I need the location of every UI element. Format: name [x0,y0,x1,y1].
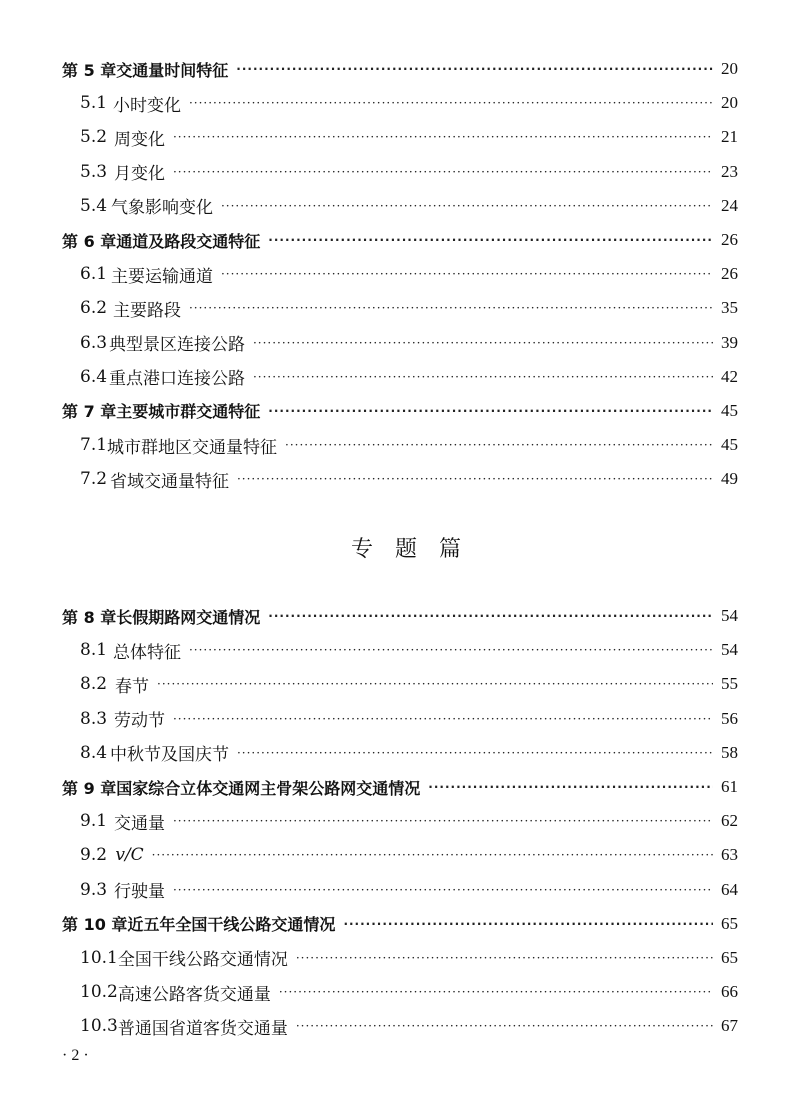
entry-number: 10.2 [80,982,118,1003]
toc-section-entry[interactable] [62,838,738,872]
entry-number: 6.3 [80,332,108,353]
dot-leader [268,405,713,417]
entry-number: 第 9 章 [62,778,117,798]
entry-title: 长假期路网交通情况 [116,607,261,627]
dot-leader [253,337,713,349]
section-heading: 专题篇 [350,537,483,562]
entry-title: 行驶量 [113,882,165,903]
toc-chapter-entry[interactable] [62,223,738,257]
dot-leader [189,97,713,109]
entry-number: 第 6 章 [62,231,117,251]
toc-section-entry[interactable] [62,257,738,291]
entry-number: 8.2 [80,674,108,695]
dot-leader [343,918,713,930]
toc-chapter-entry[interactable] [62,394,738,428]
entry-number: 6.4 [80,366,108,387]
entry-number: 第 5 章 [62,60,117,80]
toc-chapter-entry[interactable] [62,52,738,86]
entry-page-number: 58 [721,742,738,762]
entry-page-number: 56 [721,708,738,728]
entry-number: 6.1 [80,264,108,285]
entry-page-number: 21 [721,127,738,147]
entry-number: 8.3 [80,708,108,729]
dot-leader [173,815,713,827]
toc-section-entry[interactable] [62,189,738,223]
entry-number: 8.1 [80,640,108,661]
entry-page-number: 35 [721,298,738,318]
entry-page-number: 39 [721,332,738,352]
toc-section-entry[interactable] [62,428,738,462]
toc-section-entry[interactable] [62,1009,738,1043]
entry-title: 主要城市群交通特征 [116,402,261,422]
entry-page-number: 62 [721,811,738,831]
dot-leader [189,644,713,656]
toc-section-entry[interactable] [62,360,738,394]
entry-title: 典型景区连接公路 [108,335,245,356]
dot-leader [296,1020,713,1032]
toc-section-entry[interactable] [62,804,738,838]
toc-section-entry[interactable] [62,633,738,667]
entry-page-number: 24 [721,195,738,215]
entry-page-number: 49 [721,469,738,489]
toc-section-special [62,599,738,1043]
entry-page-number: 61 [721,777,738,797]
entry-number: 7.2 [80,469,108,490]
entry-page-number: 20 [721,93,738,113]
dot-leader [253,371,713,383]
dot-leader [173,713,713,725]
toc-chapter-entry[interactable] [62,599,738,633]
entry-page-number: 67 [721,1016,738,1036]
toc-section-entry[interactable] [62,86,738,120]
dot-leader [173,131,713,143]
entry-page-number: 45 [721,400,738,420]
entry-title: 月变化 [113,164,165,185]
dot-leader [173,166,713,178]
entry-page-number: 65 [721,913,738,933]
dot-leader [221,268,713,280]
entry-number: 9.3 [80,879,108,900]
toc-section-entry[interactable] [62,155,738,189]
toc-section-entry[interactable] [62,667,738,701]
entry-title: 总体特征 [112,642,181,663]
entry-number: 10.1 [80,947,118,968]
dot-leader [237,473,713,485]
dot-leader [221,200,713,212]
dot-leader [268,610,713,622]
entry-title: 春节 [115,676,149,697]
entry-title: 中秋节及国庆节 [109,745,229,766]
toc-section-entry[interactable] [62,120,738,154]
entry-title: 近五年全国干线公路交通情况 [127,915,336,935]
entry-number: 第 7 章 [62,402,117,422]
entry-title: 气象影响变化 [110,198,213,219]
entry-title: 交通量时间特征 [116,60,229,80]
toc-section-entry[interactable] [62,975,738,1009]
entry-title: 普通国省道客货交通量 [117,1018,288,1039]
dot-leader [285,439,713,451]
dot-leader [236,63,713,75]
toc-chapter-entry[interactable] [62,770,738,804]
entry-page-number: 63 [721,845,738,865]
entry-page-number: 42 [721,366,738,386]
dot-leader [237,747,713,759]
entry-title: 周变化 [113,129,165,150]
entry-page-number: 55 [721,674,738,694]
entry-page-number: 23 [721,161,738,181]
entry-number: 7.1 [80,435,108,456]
entry-title: 通道及路段交通特征 [116,231,261,251]
entry-page-number: 66 [721,982,738,1002]
entry-page-number: 54 [721,640,738,660]
entry-number: 第 8 章 [62,607,117,627]
toc-section-entry[interactable] [62,462,738,496]
entry-page-number: 26 [721,230,738,250]
entry-title: 城市群地区交通量特征 [107,437,278,458]
entry-number: 9.2 [80,845,108,866]
entry-number: 5.1 [80,93,108,114]
dot-leader [173,884,713,896]
entry-page-number: 54 [721,606,738,626]
toc-section-entry[interactable] [62,941,738,975]
toc-section-entry[interactable] [62,736,738,770]
entry-title: v/C [115,845,144,866]
dot-leader [152,849,713,861]
entry-page-number: 45 [721,435,738,455]
entry-title: 劳动节 [113,711,165,732]
entry-title: 高速公路客货交通量 [117,984,271,1005]
entry-page-number: 65 [721,947,738,967]
entry-page-number: 20 [721,59,738,79]
entry-number: 6.2 [80,298,108,319]
dot-leader [428,781,713,793]
toc-section-entry[interactable] [62,326,738,360]
entry-title: 重点港口连接公路 [108,369,245,390]
entry-title: 小时变化 [112,95,181,116]
entry-page-number: 26 [721,264,738,284]
entry-title: 国家综合立体交通网主骨架公路网交通情况 [116,778,421,798]
entry-number: 第 10 章 [62,915,128,935]
entry-number: 8.4 [80,742,108,763]
entry-title: 省域交通量特征 [109,471,229,492]
toc-chapter-entry[interactable] [62,907,738,941]
entry-page-number: 64 [721,879,738,899]
entry-title: 主要路段 [112,300,181,321]
entry-number: 5.3 [80,161,108,182]
toc-section-entry[interactable] [62,702,738,736]
dot-leader [296,952,713,964]
toc-section-entry[interactable] [62,291,738,325]
entry-number: 5.2 [80,127,108,148]
entry-number: 10.3 [80,1016,118,1037]
entry-number: 5.4 [80,195,108,216]
entry-title: 主要运输通道 [110,266,213,287]
toc-section-main [62,52,738,496]
toc-section-entry[interactable] [62,873,738,907]
entry-title: 全国干线公路交通情况 [117,950,288,971]
entry-number: 9.1 [80,811,108,832]
entry-title: 交通量 [113,813,165,834]
dot-leader [279,986,713,998]
page-number: · 2 · [62,1047,89,1064]
dot-leader [268,234,713,246]
dot-leader [189,302,713,314]
dot-leader [157,678,713,690]
